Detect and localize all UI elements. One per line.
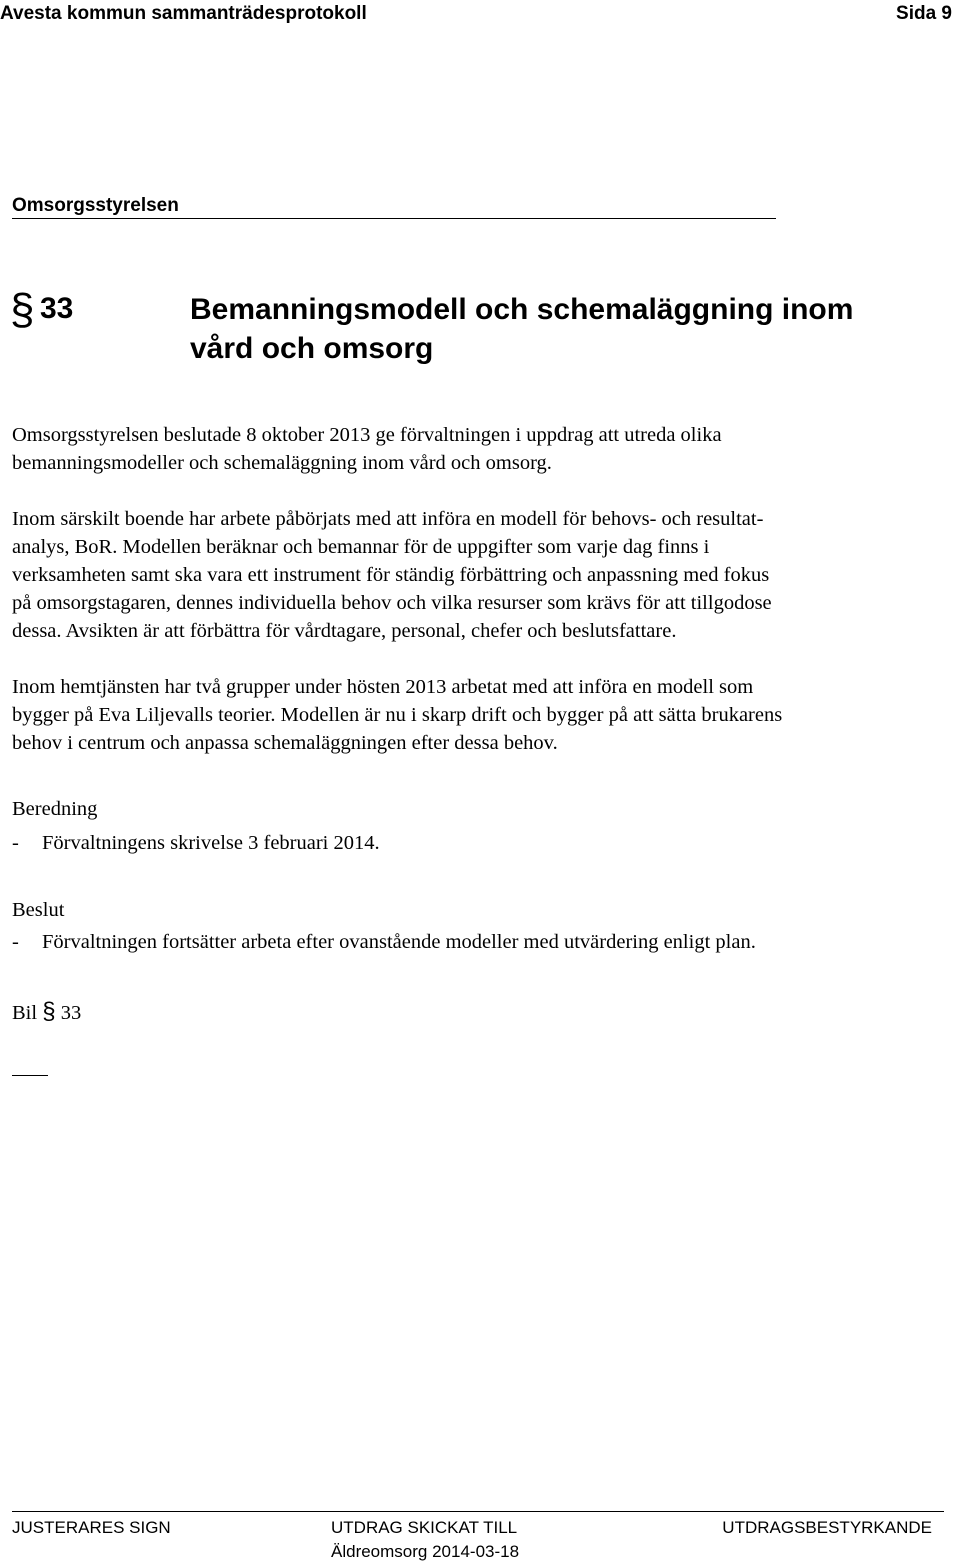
beslut-label: Beslut xyxy=(12,899,65,921)
list-dash: - xyxy=(12,931,19,953)
section-title xyxy=(190,290,950,368)
organ-underline xyxy=(12,218,776,219)
text-line: Inom hemtjänsten har två grupper under hösten 2013 arbetat med att införa en modell som xyxy=(12,676,754,698)
beredning-label: Beredning xyxy=(12,798,98,820)
text-line: analys, BoR. Modellen beräknar och bemannar för de uppgifter som varje dag finns i xyxy=(12,536,710,558)
section-number: 33 xyxy=(40,292,74,325)
beredning-item-text: Förvaltningens skrivelse 3 februari 2014. xyxy=(42,832,380,854)
text-line: på omsorgstagaren, dennes individuella behov och vilka resurser som krävs för att tillgodose xyxy=(12,592,772,614)
text-line: dessa. Avsikten är att förbättra för vårdtagare, personal, chefer och beslutsfattare. xyxy=(12,620,677,642)
footer-utdrag-skickat: UTDRAG SKICKAT TILL xyxy=(331,1518,518,1537)
page-number: Sida 9 xyxy=(896,3,952,24)
section-title-line: vård och omsorg xyxy=(190,332,434,365)
section-title-line: Bemanningsmodell och schemaläggning inom xyxy=(190,293,854,326)
organ-heading: Omsorgsstyrelsen xyxy=(12,195,179,216)
beredning-item xyxy=(12,829,380,857)
text-line: Inom särskilt boende har arbete påbörjats med att införa en modell för behovs- och resultat- xyxy=(12,508,764,530)
bilaga-prefix: Bil xyxy=(12,1002,38,1024)
paragraph-3 xyxy=(12,673,952,757)
text-line: behov i centrum och anpassa schemaläggningen efter dessa behov. xyxy=(12,732,558,754)
text-line: Omsorgsstyrelsen beslutade 8 oktober 2013 ge förvaltningen i uppdrag att utreda olika xyxy=(12,424,722,446)
bilaga-number: 33 xyxy=(60,1002,82,1024)
bilaga-reference xyxy=(12,998,81,1027)
list-dash: - xyxy=(12,832,19,854)
paragraph-1 xyxy=(12,421,952,477)
bilaga-rule xyxy=(12,1075,48,1076)
footer-justerares-sign: JUSTERARES SIGN xyxy=(12,1518,171,1537)
document-header-title: Avesta kommun sammanträdesprotokoll xyxy=(0,3,367,24)
section-sign: § xyxy=(10,285,35,334)
beslut-item-text: Förvaltningen fortsätter arbeta efter ovanstående modeller med utvärdering enligt plan. xyxy=(42,931,756,953)
beslut-item xyxy=(12,928,756,956)
footer-rule xyxy=(12,1511,944,1512)
text-line: bygger på Eva Liljevalls teorier. Modellen är nu i skarp drift och bygger på att sätta brukarens xyxy=(12,704,783,726)
text-line: bemanningsmodeller och schemaläggning inom vård och omsorg. xyxy=(12,452,552,474)
text-line: verksamheten samt ska vara ett instrument för ständig förbättring och anpassning med fokus xyxy=(12,564,770,586)
footer-utdragsbestyrkande: UTDRAGSBESTYRKANDE xyxy=(722,1518,932,1537)
footer-recipient: Äldreomsorg 2014-03-18 xyxy=(331,1542,520,1561)
paragraph-2 xyxy=(12,505,952,645)
bilaga-section-sign: § xyxy=(42,998,56,1025)
